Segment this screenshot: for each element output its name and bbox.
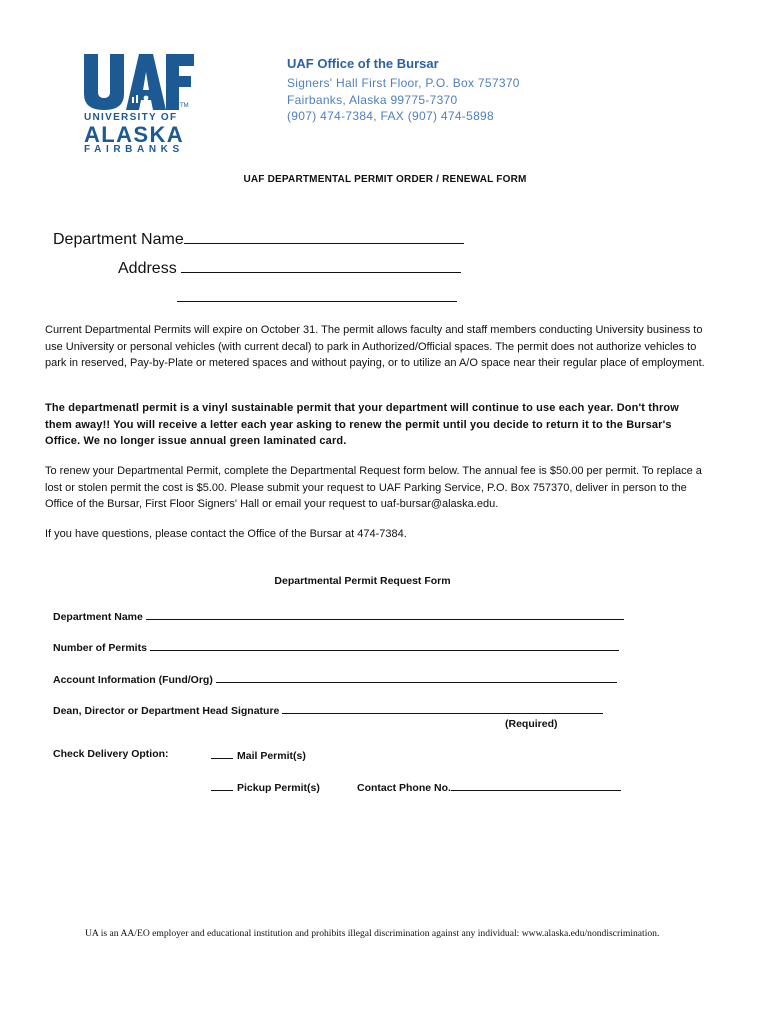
signature-label: Dean, Director or Department Head Signature — [53, 705, 280, 717]
contact-phone-row — [357, 780, 621, 794]
check-delivery-label: Check Delivery Option: — [53, 748, 169, 760]
account-information-line[interactable] — [216, 672, 617, 683]
contact-phone-label: Contact Phone No. — [357, 782, 451, 794]
uaf-logo-mark — [84, 54, 194, 110]
renewal-instructions-paragraph: To renew your Departmental Permit, complete the Departmental Request form below. The annual fee is $50.00 per permit. To replace a lost or stolen permit the cost is $5.00. Please submit your request to UAF Parking Service, P.O. Box 757370, deliver in person to the Office of the Bursar, First Floor Signers' Hall or email your request to uaf-bursar@alaska.edu. — [45, 465, 702, 510]
mail-permit-label: Mail Permit(s) — [237, 750, 306, 762]
pickup-permit-option[interactable] — [211, 780, 320, 794]
account-information-row — [53, 672, 617, 686]
request-department-name-line[interactable] — [146, 609, 624, 620]
number-of-permits-row — [53, 640, 619, 654]
pickup-permit-label: Pickup Permit(s) — [237, 782, 320, 794]
contact-phone-line[interactable] — [451, 780, 621, 791]
signature-line[interactable] — [282, 703, 603, 714]
request-department-name-label: Department Name — [53, 611, 143, 623]
logo-alaska: ALASKA — [84, 122, 185, 147]
request-department-name-row — [53, 609, 624, 623]
number-of-permits-line[interactable] — [150, 640, 619, 651]
form-title: UAF DEPARTMENTAL PERMIT ORDER / RENEWAL FORM — [243, 174, 527, 185]
office-address-line2: Fairbanks, Alaska 99775-7370 — [287, 92, 458, 107]
permit-info-paragraph: Current Departmental Permits will expire on October 31. The permit allows faculty and staff members conducting University business to use University or personal vehicles (with current decal) to park in Authorized/Official spaces. The permit does not authorize vehicles to park in reserved, Pay-by-Plate or metered spaces and without paying, or to utilize an A/O space near their regular place of employment. — [45, 324, 705, 369]
department-name-line[interactable] — [184, 229, 464, 244]
request-form-title: Departmental Permit Request Form — [274, 575, 451, 587]
office-title: UAF Office of the Bursar — [287, 56, 439, 71]
address-label: Address — [118, 260, 177, 277]
uaf-logo — [84, 54, 196, 156]
trademark-label: TM — [180, 103, 189, 109]
pickup-permit-checkline[interactable] — [211, 780, 233, 791]
office-header — [287, 56, 520, 125]
sustainable-permit-paragraph: The departmenatl permit is a vinyl sustainable permit that your department will continue to use each year. Don't throw them away!! You will receive a letter each year asking to renew the permit until you decide to return it to the Bursar's Office. We no longer issue annual green laminated card. — [45, 402, 680, 447]
logo-fairbanks: FAIRBANKS — [84, 144, 184, 155]
contact-paragraph: If you have questions, please contact the Office of the Bursar at 474-7384. — [45, 528, 407, 540]
account-information-label: Account Information (Fund/Org) — [53, 674, 213, 686]
department-name-row — [53, 229, 464, 249]
address-line-2[interactable] — [177, 287, 457, 302]
nondiscrimination-footer: UA is an AA/EO employer and educational institution and prohibits illegal discrimination against any individual: www.alaska.edu/nondiscrimination. — [85, 928, 660, 939]
required-note: (Required) — [505, 718, 558, 730]
logo-university-of: UNIVERSITY OF — [84, 112, 178, 123]
number-of-permits-label: Number of Permits — [53, 642, 147, 654]
office-phone-fax: (907) 474-7384, FAX (907) 474-5898 — [287, 109, 494, 123]
office-address-line1: Signers' Hall First Floor, P.O. Box 757370 — [287, 76, 520, 90]
department-name-label: Department Name — [53, 231, 184, 248]
address-row-2 — [177, 287, 457, 307]
mail-permit-option[interactable] — [211, 748, 306, 762]
address-row — [118, 258, 461, 278]
mail-permit-checkline[interactable] — [211, 748, 233, 759]
address-line-1[interactable] — [181, 258, 461, 273]
signature-row — [53, 703, 603, 717]
